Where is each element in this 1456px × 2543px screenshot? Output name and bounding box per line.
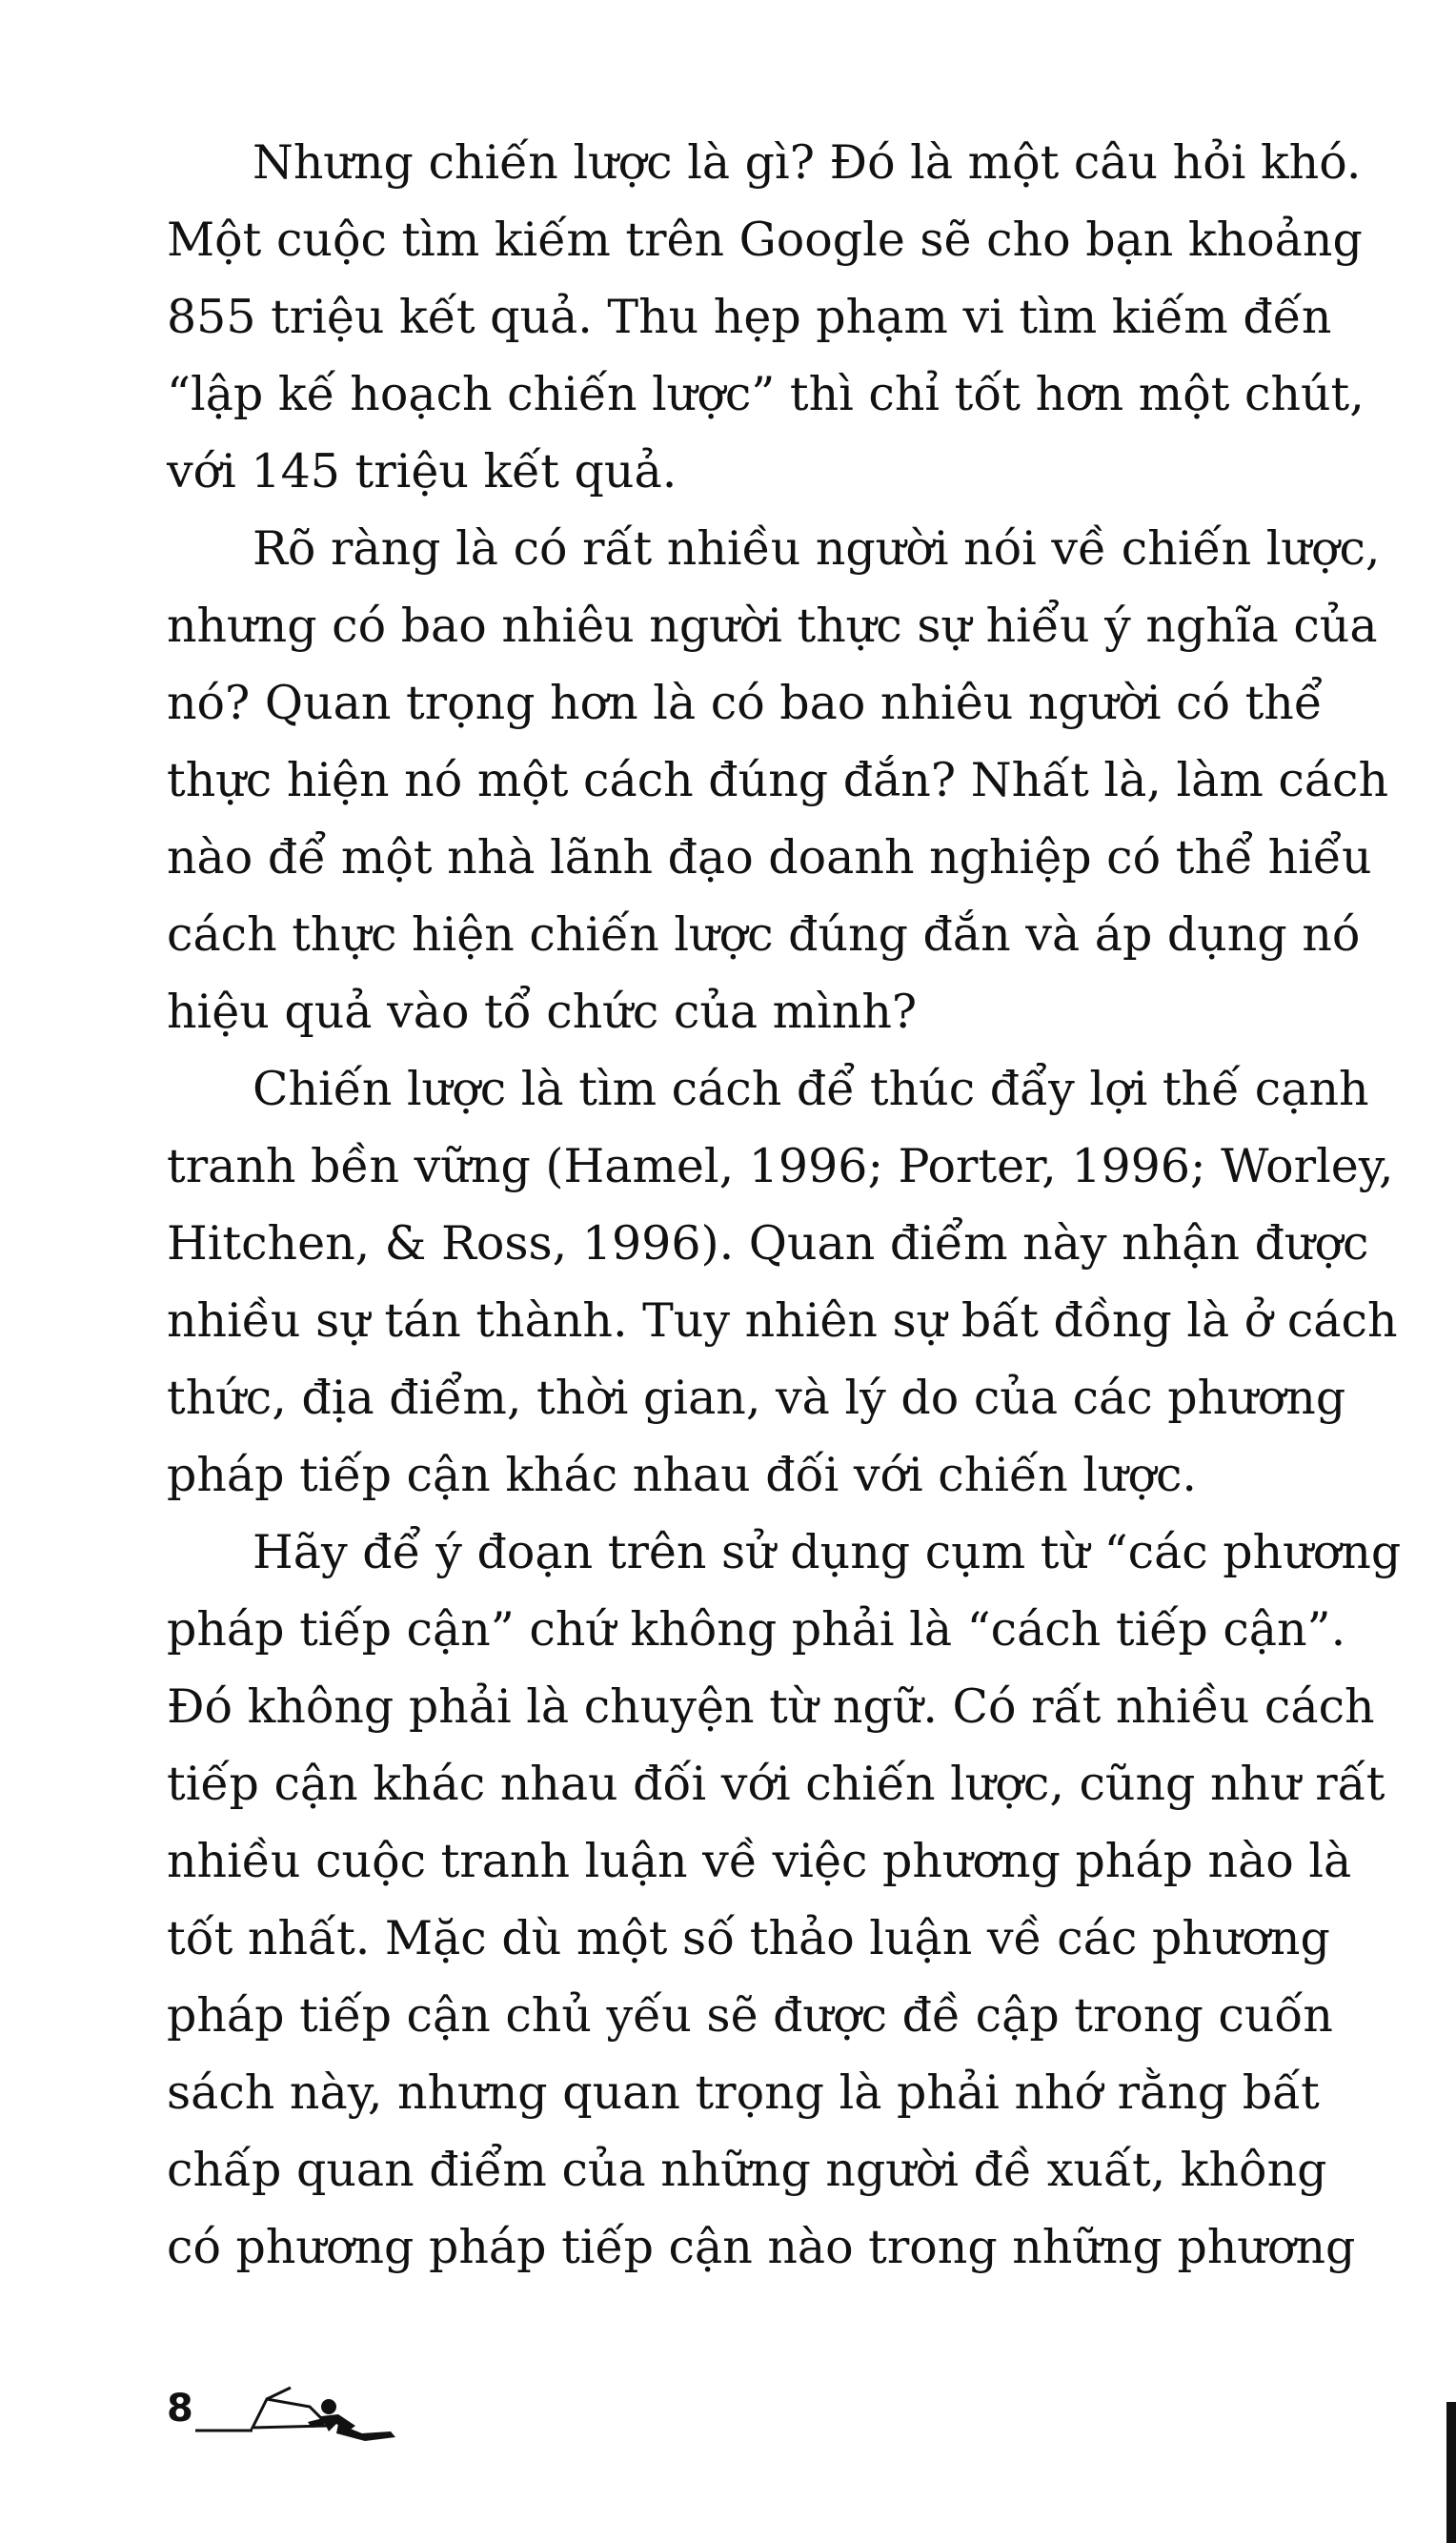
text-line: Hãy để ý đoạn trên sử dụng cụm từ “các phương [253, 1525, 1402, 1579]
text-line: hiệu quả vào tổ chức của mình? [167, 985, 918, 1039]
text-line: Chiến lược là tìm cách để thúc đẩy lợi thế cạnh [253, 1062, 1369, 1116]
text-line: 855 triệu kết quả. Thu hẹp phạm vi tìm kiếm đến [167, 290, 1332, 344]
text-line: nhiều cuộc tranh luận về việc phương pháp nào là [167, 1834, 1352, 1888]
text-line: Đó không phải là chuyện từ ngữ. Có rất nhiều cách [167, 1679, 1375, 1734]
page-number: 8 [167, 2387, 193, 2431]
text-line: nó? Quan trọng hơn là có bao nhiêu người có thể [167, 676, 1323, 730]
text-line: với 145 triệu kết quả. [167, 444, 677, 498]
text-line: nhưng có bao nhiêu người thực sự hiểu ý nghĩa của [167, 599, 1378, 653]
text-line: pháp tiếp cận khác nhau đối với chiến lược. [167, 1448, 1197, 1502]
text-line: nào để một nhà lãnh đạo doanh nghiệp có thể hiểu [167, 830, 1372, 885]
text-line: Một cuộc tìm kiếm trên Google sẽ cho bạn khoảng [167, 213, 1363, 267]
text-line: tiếp cận khác nhau đối với chiến lược, cũng như rất [167, 1757, 1385, 1811]
text-line: có phương pháp tiếp cận nào trong những phương [167, 2220, 1356, 2274]
body-text [167, 124, 1402, 2286]
text-line: thực hiện nó một cách đúng đắn? Nhất là, làm cách [167, 753, 1389, 807]
paragraph-2 [167, 510, 1396, 1050]
text-line: thức, địa điểm, thời gian, và lý do của các phương [167, 1371, 1346, 1425]
text-line: pháp tiếp cận chủ yếu sẽ được đề cập trong cuốn [167, 1988, 1333, 2043]
page-edge-shadow [1446, 2402, 1456, 2543]
text-line: cách thực hiện chiến lược đúng đắn và áp dụng nó [167, 907, 1361, 962]
text-line: pháp tiếp cận” chứ không phải là “cách tiếp cận”. [167, 1602, 1346, 1657]
paragraph-1 [167, 124, 1396, 510]
page-footer [167, 2378, 415, 2454]
paragraph-3 [167, 1050, 1396, 1514]
running-figure-ornament-icon [195, 2378, 415, 2454]
text-line: tranh bền vững (Hamel, 1996; Porter, 1996; Worley, [167, 1139, 1394, 1193]
text-line: tốt nhất. Mặc dù một số thảo luận về các phương [167, 1911, 1330, 1965]
text-line: nhiều sự tán thành. Tuy nhiên sự bất đồng là ở cách [167, 1293, 1398, 1348]
text-line: “lập kế hoạch chiến lược” thì chỉ tốt hơn một chút, [167, 367, 1365, 421]
text-line: Hitchen, & Ross, 1996). Quan điểm này nhận được [167, 1216, 1369, 1271]
text-line: Rõ ràng là có rất nhiều người nói về chiến lược, [253, 521, 1381, 576]
text-line: Nhưng chiến lược là gì? Đó là một câu hỏi khó. [253, 135, 1362, 190]
paragraph-4 [167, 1514, 1402, 2286]
text-line: sách này, nhưng quan trọng là phải nhớ rằng bất [167, 2065, 1320, 2120]
text-line: chấp quan điểm của những người đề xuất, không [167, 2143, 1327, 2197]
